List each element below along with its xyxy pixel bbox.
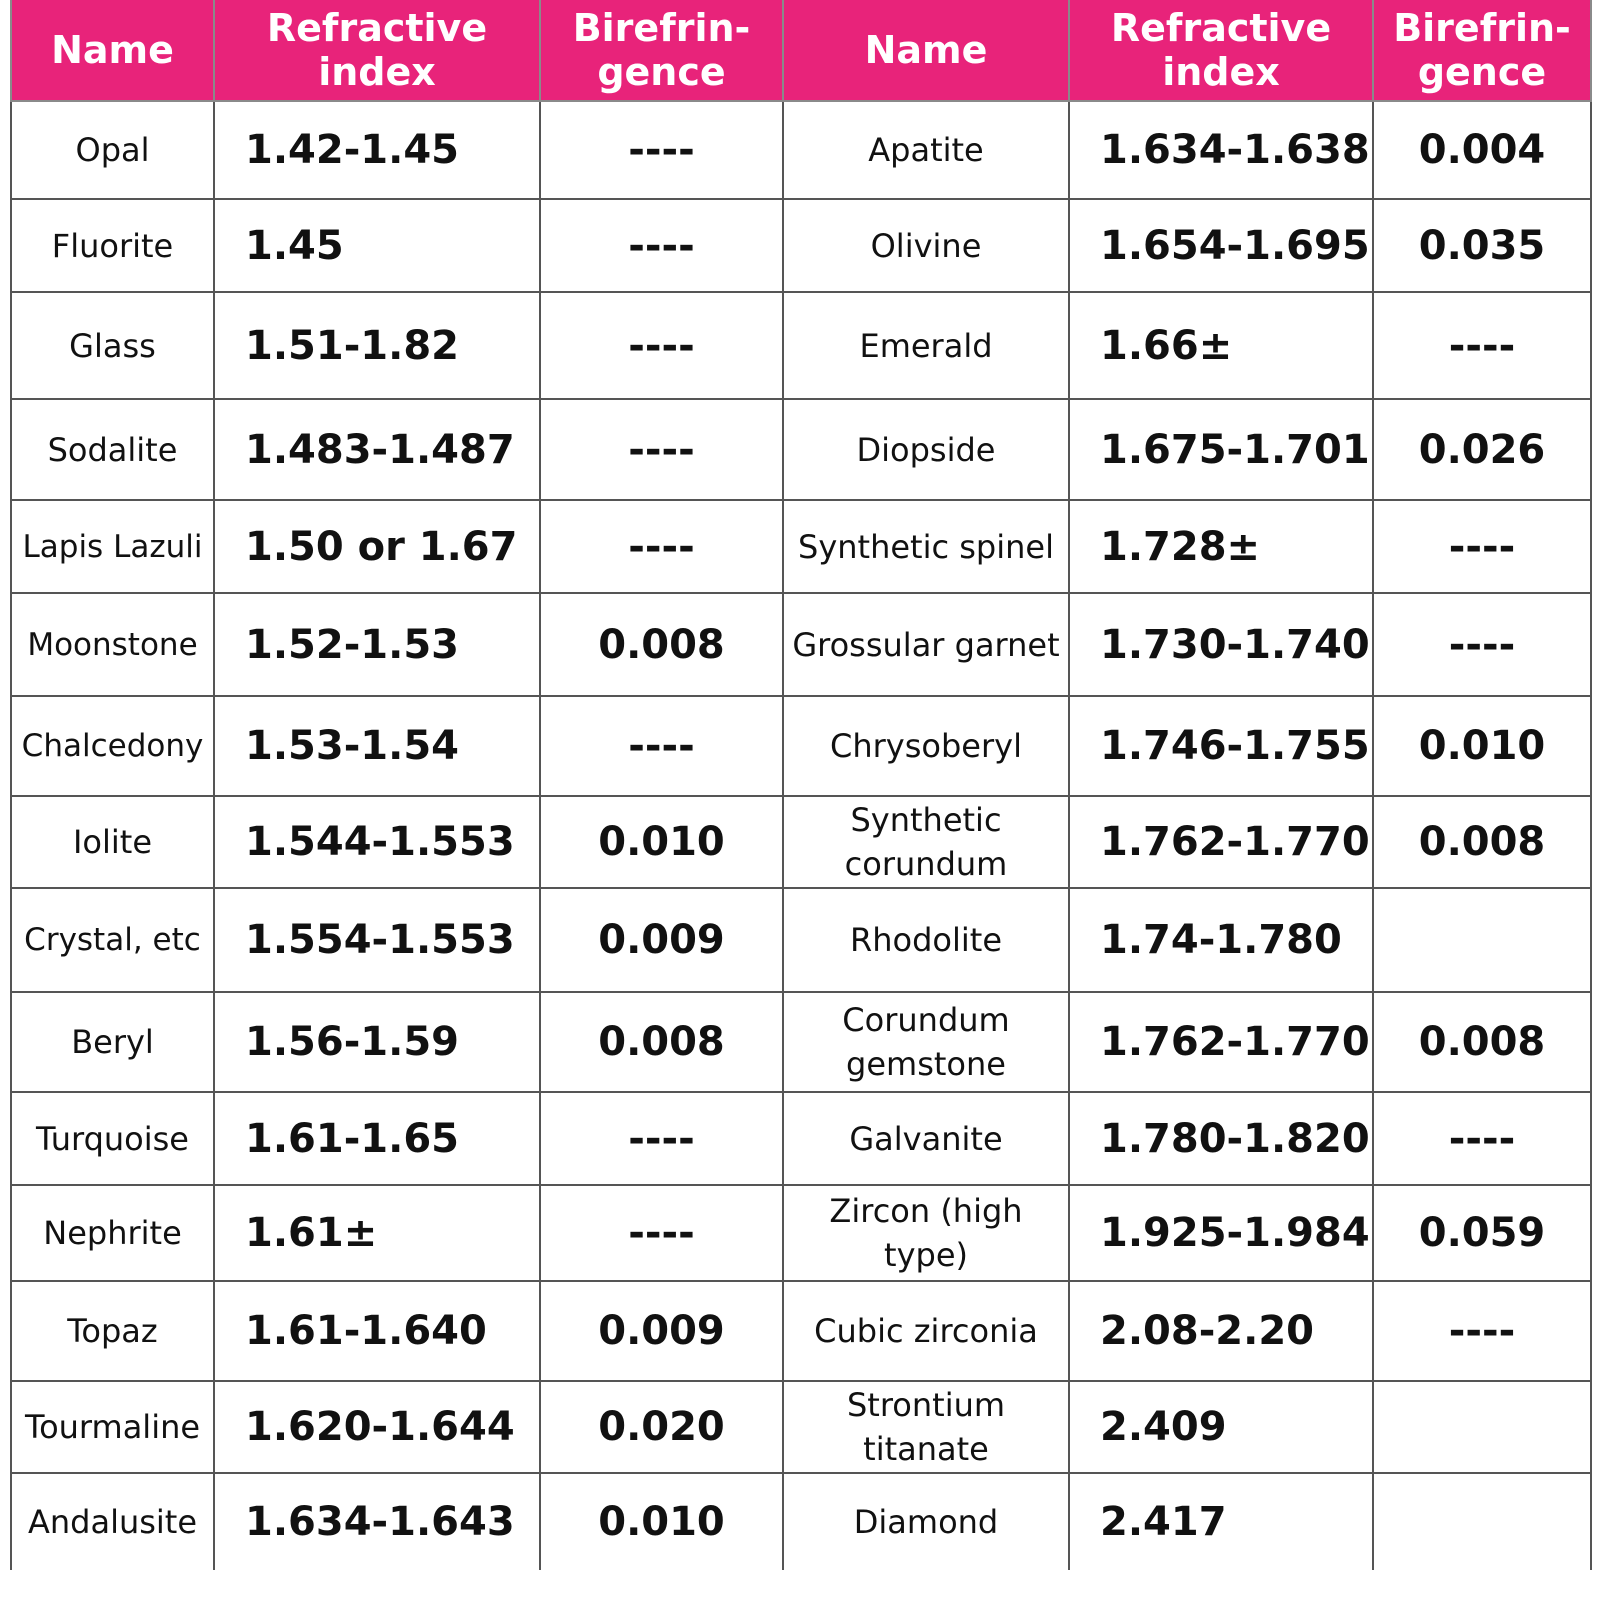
gem-name-cell: Crystal, etc	[11, 888, 214, 992]
gem-name-cell: Diamond	[783, 1473, 1069, 1570]
refractive-index-cell: 1.61-1.65	[214, 1092, 540, 1185]
table-row	[11, 1185, 1591, 1281]
refractive-index-cell: 1.51-1.82	[214, 292, 540, 399]
refractive-index-cell: 1.675-1.701	[1069, 399, 1373, 500]
birefringence-cell: ----	[540, 1092, 783, 1185]
birefringence-cell: 0.004	[1373, 101, 1591, 199]
refractive-index-cell: 1.762-1.770	[1069, 796, 1373, 888]
birefringence-cell: ----	[1373, 1092, 1591, 1185]
gem-name-cell: Glass	[11, 292, 214, 399]
gem-name-cell: Olivine	[783, 199, 1069, 292]
table-row	[11, 1092, 1591, 1185]
header-row	[11, 0, 1591, 101]
birefringence-cell	[1373, 1473, 1591, 1570]
gem-name-cell: Andalusite	[11, 1473, 214, 1570]
refractive-index-cell: 1.483-1.487	[214, 399, 540, 500]
gem-name-cell: Diopside	[783, 399, 1069, 500]
birefringence-cell: ----	[540, 500, 783, 593]
refractive-index-cell: 1.50 or 1.67	[214, 500, 540, 593]
birefringence-cell: ----	[540, 1185, 783, 1281]
gem-name-cell: Lapis Lazuli	[11, 500, 214, 593]
gem-name-cell: Nephrite	[11, 1185, 214, 1281]
refractive-index-cell: 2.08-2.20	[1069, 1281, 1373, 1381]
table-row	[11, 992, 1591, 1092]
birefringence-cell: 0.009	[540, 1281, 783, 1381]
gem-name-cell: Apatite	[783, 101, 1069, 199]
refractive-index-cell: 2.417	[1069, 1473, 1373, 1570]
refractive-index-cell: 1.762-1.770	[1069, 992, 1373, 1092]
gem-name-cell: Zircon (high type)	[783, 1185, 1069, 1281]
birefringence-cell	[1373, 888, 1591, 992]
birefringence-cell: ----	[540, 101, 783, 199]
birefringence-cell: 0.020	[540, 1381, 783, 1473]
refractive-index-cell: 1.53-1.54	[214, 696, 540, 796]
table-row	[11, 1381, 1591, 1473]
table-row	[11, 399, 1591, 500]
refractive-index-cell: 1.746-1.755	[1069, 696, 1373, 796]
refractive-index-cell: 1.52-1.53	[214, 593, 540, 696]
refractive-index-cell: 1.730-1.740	[1069, 593, 1373, 696]
gem-name-cell: Turquoise	[11, 1092, 214, 1185]
refractive-index-cell: 1.45	[214, 199, 540, 292]
birefringence-cell: 0.059	[1373, 1185, 1591, 1281]
gem-name-cell: Corundum gemstone	[783, 992, 1069, 1092]
refractive-index-cell: 1.925-1.984	[1069, 1185, 1373, 1281]
birefringence-cell	[1373, 1381, 1591, 1473]
table-row	[11, 1281, 1591, 1381]
refractive-index-cell: 2.409	[1069, 1381, 1373, 1473]
refractive-index-cell: 1.74-1.780	[1069, 888, 1373, 992]
gem-name-cell: Emerald	[783, 292, 1069, 399]
table-header	[11, 0, 1591, 101]
table-body	[11, 101, 1591, 1570]
refractive-index-cell: 1.61-1.640	[214, 1281, 540, 1381]
table-row	[11, 796, 1591, 888]
birefringence-cell: 0.008	[1373, 992, 1591, 1092]
birefringence-cell: 0.010	[540, 1473, 783, 1570]
birefringence-cell: ----	[540, 199, 783, 292]
table-row	[11, 593, 1591, 696]
gem-name-cell: Synthetic corundum	[783, 796, 1069, 888]
refractive-index-cell: 1.728±	[1069, 500, 1373, 593]
gem-name-cell: Tourmaline	[11, 1381, 214, 1473]
refractive-index-cell: 1.654-1.695	[1069, 199, 1373, 292]
birefringence-cell: ----	[1373, 500, 1591, 593]
birefringence-cell: 0.009	[540, 888, 783, 992]
birefringence-cell: 0.035	[1373, 199, 1591, 292]
refractive-index-cell: 1.42-1.45	[214, 101, 540, 199]
refractive-index-cell: 1.634-1.638	[1069, 101, 1373, 199]
table-row	[11, 199, 1591, 292]
refractive-index-cell: 1.544-1.553	[214, 796, 540, 888]
refractive-index-cell: 1.780-1.820	[1069, 1092, 1373, 1185]
gem-name-cell: Opal	[11, 101, 214, 199]
refractive-index-cell: 1.56-1.59	[214, 992, 540, 1092]
gem-name-cell: Galvanite	[783, 1092, 1069, 1185]
birefringence-cell: ----	[540, 696, 783, 796]
header-birefringence-left: Birefrin-gence	[540, 0, 783, 101]
birefringence-cell: 0.026	[1373, 399, 1591, 500]
gemstone-refractive-index-table	[10, 0, 1592, 1570]
gem-name-cell: Fluorite	[11, 199, 214, 292]
birefringence-cell: ----	[1373, 292, 1591, 399]
refractive-index-cell: 1.634-1.643	[214, 1473, 540, 1570]
header-birefringence-right: Birefrin-gence	[1373, 0, 1591, 101]
header-refractive-index-left: Refractive index	[214, 0, 540, 101]
header-name-right: Name	[783, 0, 1069, 101]
table-row	[11, 696, 1591, 796]
birefringence-cell: ----	[540, 292, 783, 399]
birefringence-cell: 0.008	[540, 992, 783, 1092]
table-row	[11, 500, 1591, 593]
header-refractive-index-right: Refractive index	[1069, 0, 1373, 101]
birefringence-cell: 0.010	[540, 796, 783, 888]
birefringence-cell: 0.008	[540, 593, 783, 696]
gem-name-cell: Beryl	[11, 992, 214, 1092]
birefringence-cell: ----	[1373, 593, 1591, 696]
table-row	[11, 101, 1591, 199]
refractive-index-cell: 1.66±	[1069, 292, 1373, 399]
refractive-index-cell: 1.620-1.644	[214, 1381, 540, 1473]
gem-name-cell: Topaz	[11, 1281, 214, 1381]
gem-name-cell: Moonstone	[11, 593, 214, 696]
table-row	[11, 888, 1591, 992]
birefringence-cell: 0.010	[1373, 696, 1591, 796]
table-row	[11, 1473, 1591, 1570]
refractive-index-cell: 1.554-1.553	[214, 888, 540, 992]
refractive-index-cell: 1.61±	[214, 1185, 540, 1281]
birefringence-cell: 0.008	[1373, 796, 1591, 888]
gem-name-cell: Chalcedony	[11, 696, 214, 796]
gem-name-cell: Iolite	[11, 796, 214, 888]
gem-name-cell: Synthetic spinel	[783, 500, 1069, 593]
gem-name-cell: Chrysoberyl	[783, 696, 1069, 796]
gem-name-cell: Strontium titanate	[783, 1381, 1069, 1473]
birefringence-cell: ----	[540, 399, 783, 500]
gem-name-cell: Grossular garnet	[783, 593, 1069, 696]
table-row	[11, 292, 1591, 399]
gem-name-cell: Sodalite	[11, 399, 214, 500]
gem-name-cell: Rhodolite	[783, 888, 1069, 992]
birefringence-cell: ----	[1373, 1281, 1591, 1381]
header-name-left: Name	[11, 0, 214, 101]
gem-name-cell: Cubic zirconia	[783, 1281, 1069, 1381]
